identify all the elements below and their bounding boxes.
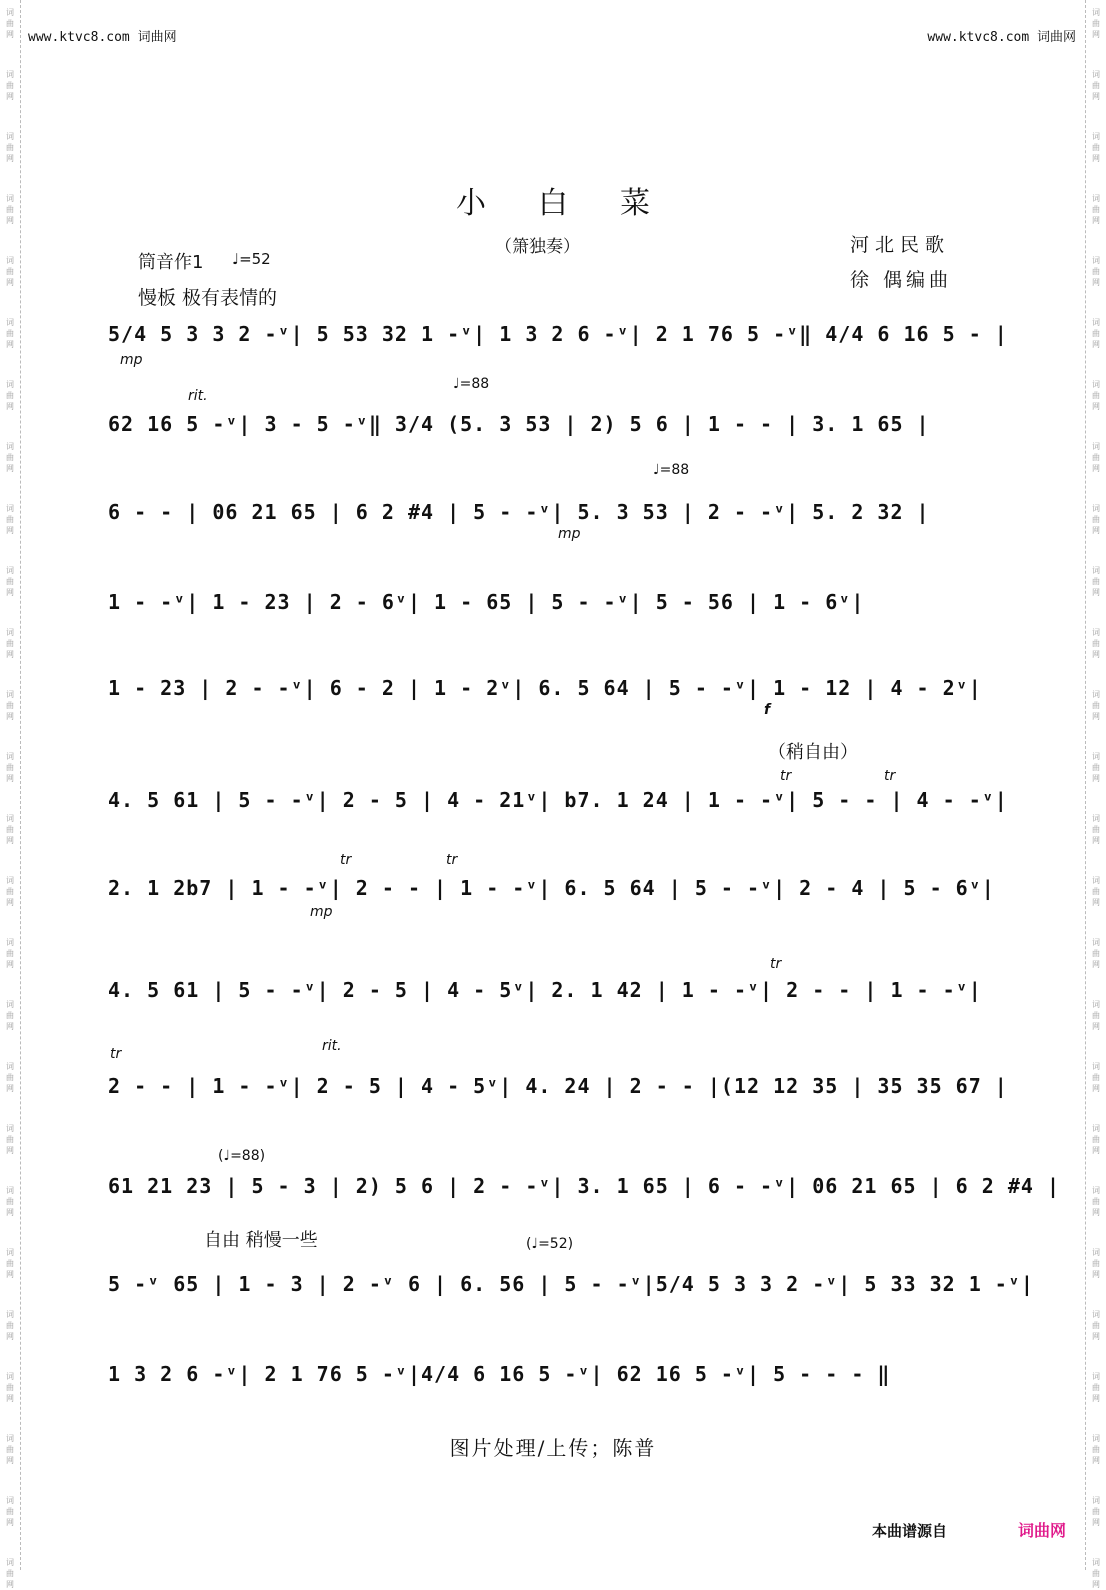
side-watermark-char: 网 [1092,340,1100,349]
side-watermark-char: 词 [1092,628,1100,637]
side-watermark-char: 词 [6,70,14,79]
side-watermark-char: 词 [1092,876,1100,885]
side-watermark-char: 曲 [6,515,14,524]
side-watermark-char: 曲 [1092,1135,1100,1144]
side-watermark-char: 网 [1092,30,1100,39]
side-watermark-char: 网 [6,1394,14,1403]
score-origin: 河北民歌 [850,234,951,256]
side-watermark-char: 词 [6,1124,14,1133]
side-watermark-char: 网 [6,1580,14,1589]
side-watermark-char: 曲 [1092,1011,1100,1020]
side-watermark-char: 词 [1092,814,1100,823]
notation-line: 6 - - | 06 21 65 | 6 2 #4 | 5 - -ᵛ| 5. 3 53 | 2 - -ᵛ| 5. 2 32 | [108,500,930,524]
side-watermark-char: 曲 [1092,205,1100,214]
side-watermark-char: 曲 [6,391,14,400]
source-label: 本曲谱源自 [872,1522,948,1540]
trill-mark: tr [340,852,352,868]
side-watermark-char: 曲 [1092,1507,1100,1516]
score-arranger: 徐 偶编曲 [850,269,953,291]
side-watermark-char: 曲 [1092,1569,1100,1578]
music-system-5 [108,676,982,718]
side-watermark-char: 网 [6,464,14,473]
side-watermark-char: 曲 [6,639,14,648]
side-watermark-char: 网 [6,1456,14,1465]
side-watermark-char: 词 [1092,256,1100,265]
dynamic-mark: mp [558,526,581,542]
side-watermark-char: 网 [6,898,14,907]
side-watermark-char: 词 [1092,1496,1100,1505]
notation-line: 61 21 23 | 5 - 3 | 2) 5 6 | 2 - -ᵛ| 3. 1 65 | 6 - -ᵛ| 06 21 65 | 6 2 #4 | [108,1174,1060,1198]
side-watermark-char: 网 [1092,650,1100,659]
side-watermark-char: 词 [6,1000,14,1009]
side-watermark-char: 词 [1092,380,1100,389]
notation-line: 2 - - | 1 - -ᵛ| 2 - 5 | 4 - 5ᵛ| 4. 24 | 2 - - |(12 12 35 | 35 35 67 | [108,1074,1008,1098]
side-watermark-char: 词 [1092,1372,1100,1381]
side-watermark-char: 网 [6,30,14,39]
side-watermark-char: 网 [1092,92,1100,101]
right-watermark-strip [1085,0,1106,1589]
side-watermark-char: 词 [6,8,14,17]
trill-mark: tr [446,852,458,868]
side-watermark-char: 曲 [1092,1073,1100,1082]
notation-line: 62 16 5 -ᵛ| 3 - 5 -ᵛ‖ 3/4 (5. 3 53 | 2) 5 6 | 1 - - | 3. 1 65 | [108,412,930,436]
header-watermark-left: www.ktvc8.com 词曲网 [28,30,177,45]
side-watermark-char: 词 [6,256,14,265]
side-watermark-char: 曲 [1092,639,1100,648]
notation-line: 5 -ᵛ 65 | 1 - 3 | 2 -ᵛ 6 | 6. 56 | 5 - -ᵛ|5/4 5 3 3 2 -ᵛ| 5 33 32 1 -ᵛ| [108,1272,1034,1296]
score-subtitle: （箫独奏） [495,237,580,257]
header-watermark-right: www.ktvc8.com 词曲网 [927,30,1076,45]
side-watermark-char: 词 [6,194,14,203]
side-watermark-char: 网 [6,1208,14,1217]
music-system-3 [108,462,978,542]
side-watermark-char: 曲 [1092,701,1100,710]
side-watermark-char: 网 [1092,1208,1100,1217]
side-watermark-char: 词 [1092,1558,1100,1567]
score-tempo: ♩=52 [232,250,271,268]
side-watermark-char: 词 [1092,1124,1100,1133]
side-watermark-char: 曲 [6,329,14,338]
side-watermark-char: 网 [1092,402,1100,411]
side-watermark-char: 网 [1092,960,1100,969]
dynamic-mark: mp [310,904,333,920]
side-watermark-char: 词 [1092,8,1100,17]
side-watermark-char: 词 [1092,1186,1100,1195]
side-watermark-char: 词 [6,1372,14,1381]
music-system-8 [108,956,982,1018]
music-system-6 [108,742,1008,828]
side-watermark-char: 词 [1092,1062,1100,1071]
side-watermark-char: 网 [6,1084,14,1093]
side-watermark-char: 网 [6,278,14,287]
side-watermark-char: 词 [6,1062,14,1071]
side-watermark-char: 网 [6,1518,14,1527]
side-watermark-char: 曲 [6,577,14,586]
side-watermark-char: 词 [1092,194,1100,203]
side-watermark-char: 曲 [1092,763,1100,772]
music-system-11 [108,1230,1034,1312]
side-watermark-char: 网 [6,1332,14,1341]
side-watermark-char: 曲 [6,1507,14,1516]
side-watermark-char: 曲 [1092,19,1100,28]
side-watermark-char: 词 [1092,690,1100,699]
side-watermark-char: 曲 [1092,329,1100,338]
side-watermark-char: 网 [1092,712,1100,721]
trill-mark: tr [110,1046,122,1062]
side-watermark-char: 曲 [6,1073,14,1082]
side-watermark-char: 词 [6,938,14,947]
side-watermark-char: 曲 [6,1197,14,1206]
score-title: 小白菜 [456,186,702,221]
side-watermark-char: 曲 [1092,1259,1100,1268]
side-watermark-char: 曲 [1092,453,1100,462]
side-watermark-char: 曲 [6,205,14,214]
side-watermark-char: 网 [1092,1146,1100,1155]
side-watermark-char: 曲 [6,143,14,152]
side-watermark-char: 词 [1092,70,1100,79]
side-watermark-char: 网 [6,712,14,721]
music-system-9 [108,1038,1008,1114]
side-watermark-char: 词 [1092,132,1100,141]
side-watermark-char: 曲 [1092,1445,1100,1454]
side-watermark-char: 曲 [1092,143,1100,152]
side-watermark-char: 网 [6,1022,14,1031]
side-watermark-char: 曲 [6,1259,14,1268]
side-watermark-char: 曲 [1092,577,1100,586]
side-watermark-char: 词 [6,1558,14,1567]
dynamic-mark: mp [120,352,143,368]
rit-mark: rit. [188,388,208,404]
side-watermark-char: 曲 [6,267,14,276]
side-watermark-char: 网 [6,588,14,597]
side-watermark-char: 曲 [1092,1383,1100,1392]
side-watermark-char: 网 [1092,1084,1100,1093]
side-watermark-char: 词 [6,814,14,823]
side-watermark-char: 曲 [1092,81,1100,90]
notation-line: 4. 5 61 | 5 - -ᵛ| 2 - 5 | 4 - 5ᵛ| 2. 1 42 | 1 - -ᵛ| 2 - - | 1 - -ᵛ| [108,978,982,1002]
upload-credit: 图片处理/上传；陈普 [449,1436,657,1460]
side-watermark-char: 曲 [6,763,14,772]
side-watermark-char: 词 [1092,442,1100,451]
side-watermark-char: 网 [6,650,14,659]
notation-line: 1 - -ᵛ| 1 - 23 | 2 - 6ᵛ| 1 - 65 | 5 - -ᵛ| 5 - 56 | 1 - 6ᵛ| [108,590,865,614]
side-watermark-char: 网 [1092,588,1100,597]
side-watermark-char: 词 [6,504,14,513]
tempo-mark: (♩=88) [218,1148,266,1164]
side-watermark-char: 网 [1092,216,1100,225]
side-watermark-char: 词 [1092,318,1100,327]
side-watermark-char: 网 [6,402,14,411]
side-watermark-char: 曲 [6,701,14,710]
side-watermark-char: 词 [6,380,14,389]
side-watermark-char: 曲 [1092,887,1100,896]
side-watermark-char: 网 [1092,1456,1100,1465]
side-watermark-char: 曲 [1092,949,1100,958]
side-watermark-char: 网 [1092,898,1100,907]
side-watermark-char: 曲 [6,1383,14,1392]
tempo-mark: (♩=52) [526,1236,574,1252]
side-watermark-char: 词 [1092,504,1100,513]
side-watermark-char: 词 [6,1310,14,1319]
side-watermark-char: 词 [6,1248,14,1257]
side-watermark-char: 曲 [6,19,14,28]
side-watermark-char: 词 [1092,938,1100,947]
score-expression: 慢板 极有表情的 [138,287,278,309]
side-watermark-char: 网 [6,154,14,163]
trill-mark: tr [770,956,782,972]
side-watermark-char: 词 [1092,1434,1100,1443]
side-watermark-char: 网 [1092,278,1100,287]
side-watermark-char: 词 [6,1434,14,1443]
side-watermark-char: 曲 [1092,1197,1100,1206]
trill-mark: tr [884,768,896,784]
music-system-7 [108,852,995,920]
notation-line: 1 - 23 | 2 - -ᵛ| 6 - 2 | 1 - 2ᵛ| 6. 5 64 | 5 - -ᵛ| 1 - 12 | 4 - 2ᵛ| [108,676,982,700]
side-watermark-char: 曲 [1092,1321,1100,1330]
free-tempo-mark: 自由 稍慢一些 [204,1230,318,1251]
side-watermark-char: 曲 [1092,391,1100,400]
side-watermark-char: 曲 [6,81,14,90]
side-watermark-char: 网 [1092,1270,1100,1279]
side-watermark-char: 曲 [6,1445,14,1454]
dynamic-mark: f [764,702,771,718]
music-system-1 [108,322,1008,368]
music-system-4 [108,590,978,630]
side-watermark-char: 网 [6,960,14,969]
source-brand-link[interactable]: 词曲网 [1018,1521,1067,1540]
side-watermark-char: 曲 [6,1569,14,1578]
side-watermark-char: 词 [6,132,14,141]
score-key: 筒音作1 [138,252,204,273]
side-watermark-char: 词 [6,690,14,699]
side-watermark-char: 网 [6,1146,14,1155]
notation-line: 5/4 5 3 3 2 -ᵛ| 5 53 32 1 -ᵛ| 1 3 2 6 -ᵛ| 2 1 76 5 -ᵛ‖ 4/4 6 16 5 - | [108,322,1008,346]
rit-mark: rit. [322,1038,342,1054]
side-watermark-char: 网 [6,340,14,349]
side-watermark-char: 词 [6,1186,14,1195]
side-watermark-char: 词 [1092,566,1100,575]
left-watermark-strip [0,0,21,1589]
tempo-mark: ♩=88 [453,376,490,392]
side-watermark-char: 网 [1092,774,1100,783]
free-tempo-mark: （稍自由） [768,742,858,763]
side-watermark-char: 网 [6,216,14,225]
side-watermark-char: 曲 [6,949,14,958]
side-watermark-char: 网 [1092,154,1100,163]
side-watermark-char: 词 [1092,752,1100,761]
side-watermark-char: 曲 [1092,267,1100,276]
side-watermark-char: 网 [6,92,14,101]
side-watermark-char: 词 [6,752,14,761]
side-watermark-char: 词 [1092,1000,1100,1009]
side-watermark-char: 曲 [6,887,14,896]
side-watermark-char: 曲 [6,453,14,462]
side-watermark-char: 网 [6,774,14,783]
side-watermark-char: 曲 [6,1321,14,1330]
notation-line: 4. 5 61 | 5 - -ᵛ| 2 - 5 | 4 - 21ᵛ| b7. 1 24 | 1 - -ᵛ| 5 - - | 4 - -ᵛ| [108,788,1008,812]
side-watermark-char: 词 [1092,1248,1100,1257]
side-watermark-char: 词 [6,876,14,885]
side-watermark-char: 词 [6,1496,14,1505]
tempo-mark: ♩=88 [653,462,690,478]
notation-line: 1 3 2 6 -ᵛ| 2 1 76 5 -ᵛ|4/4 6 16 5 -ᵛ| 62 16 5 -ᵛ| 5 - - - ‖ [108,1362,891,1386]
side-watermark-char: 网 [1092,526,1100,535]
side-watermark-char: 曲 [6,1011,14,1020]
music-system-12 [108,1362,978,1402]
music-system-2 [108,376,978,452]
music-system-10 [108,1148,1060,1214]
side-watermark-char: 网 [1092,1518,1100,1527]
side-watermark-char: 网 [1092,1580,1100,1589]
side-watermark-char: 词 [6,442,14,451]
side-watermark-char: 词 [6,318,14,327]
side-watermark-char: 网 [1092,1332,1100,1341]
side-watermark-char: 网 [6,836,14,845]
side-watermark-char: 词 [1092,1310,1100,1319]
side-watermark-char: 词 [6,566,14,575]
side-watermark-char: 曲 [1092,825,1100,834]
side-watermark-char: 曲 [6,1135,14,1144]
side-watermark-char: 网 [1092,1022,1100,1031]
side-watermark-char: 网 [6,1270,14,1279]
side-watermark-char: 网 [6,526,14,535]
side-watermark-char: 网 [1092,1394,1100,1403]
side-watermark-char: 网 [1092,836,1100,845]
side-watermark-char: 词 [6,628,14,637]
side-watermark-char: 曲 [1092,515,1100,524]
side-watermark-char: 网 [1092,464,1100,473]
notation-line: 2. 1 2b7 | 1 - -ᵛ| 2 - - | 1 - -ᵛ| 6. 5 64 | 5 - -ᵛ| 2 - 4 | 5 - 6ᵛ| [108,876,995,900]
trill-mark: tr [780,768,792,784]
side-watermark-char: 曲 [6,825,14,834]
